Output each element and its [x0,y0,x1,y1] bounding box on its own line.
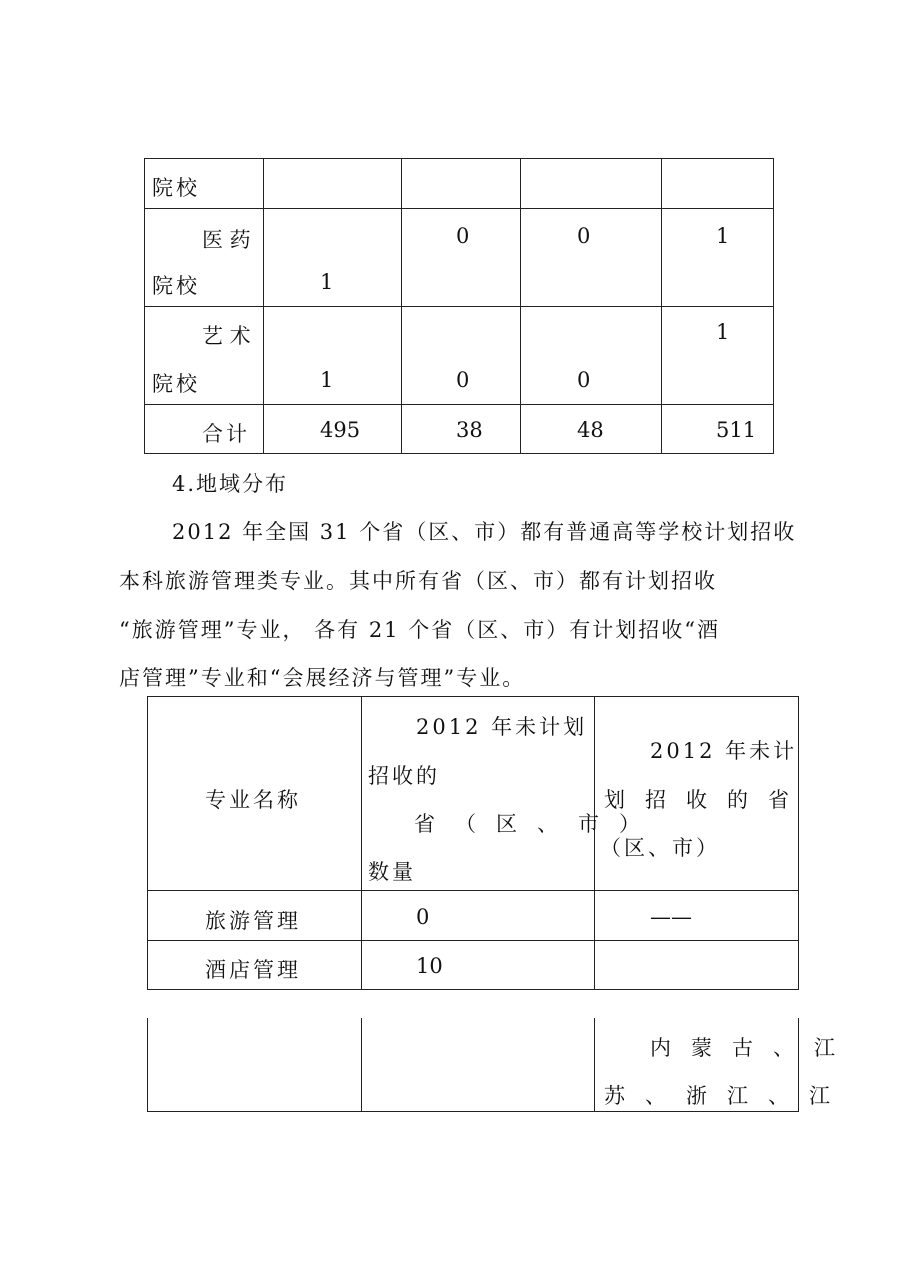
row-provinces: —— [650,905,692,929]
table-cell: 0 [456,224,470,248]
header-count-line: 2012 年未计划 [416,715,588,739]
provinces-cell-line: 内蒙古、江 [650,1036,855,1060]
table-cell: 511 [716,418,757,442]
header-provinces-line: 划招收的省 [604,788,809,812]
header-provinces-line: 2012 年未计 [650,739,798,763]
table-cell: 1 [716,224,730,248]
provinces-cell-line: 苏、浙江、江 [604,1084,850,1108]
paragraph-line: 2012 年全国 31 个省（区、市）都有普通高等学校计划招收 [172,520,797,544]
table-cell: 495 [320,418,361,442]
header-provinces-line: （区、市） [600,836,720,860]
row-label-bottom: 院校 [152,372,200,396]
row-label-continued: 院校 [152,176,200,200]
table-cell: 1 [320,270,334,294]
header-count-line: 省（区、市） [414,812,660,836]
table-cell: 1 [320,368,334,392]
total-label: 合计 [202,422,250,446]
header-count-line: 招收的 [368,764,440,788]
paragraph-line: 本科旅游管理类专业。其中所有省（区、市）都有计划招收 [119,569,717,593]
section-heading: 4.地域分布 [172,472,289,496]
table-cell: 1 [716,320,730,344]
row-major-name: 旅游管理 [205,909,301,933]
row-label-bottom: 院校 [152,274,200,298]
row-count: 0 [416,905,430,929]
header-major-name: 专业名称 [205,788,301,812]
paragraph-line: 店管理”专业和“会展经济与管理”专业。 [119,666,526,690]
row-label-top: 艺 术 [202,324,251,348]
row-label-top: 医 药 [202,228,251,252]
paragraph-line: “旅游管理”专业， 各有 21 个省（区、市）有计划招收“酒 [119,618,720,642]
row-major-name: 酒店管理 [205,958,301,982]
header-count-line: 数量 [368,860,416,884]
row-count: 10 [416,954,443,978]
table-cell: 0 [577,224,591,248]
table-cell: 0 [456,368,470,392]
table-cell: 38 [456,418,483,442]
table-cell: 48 [577,418,604,442]
table-cell: 0 [577,368,591,392]
